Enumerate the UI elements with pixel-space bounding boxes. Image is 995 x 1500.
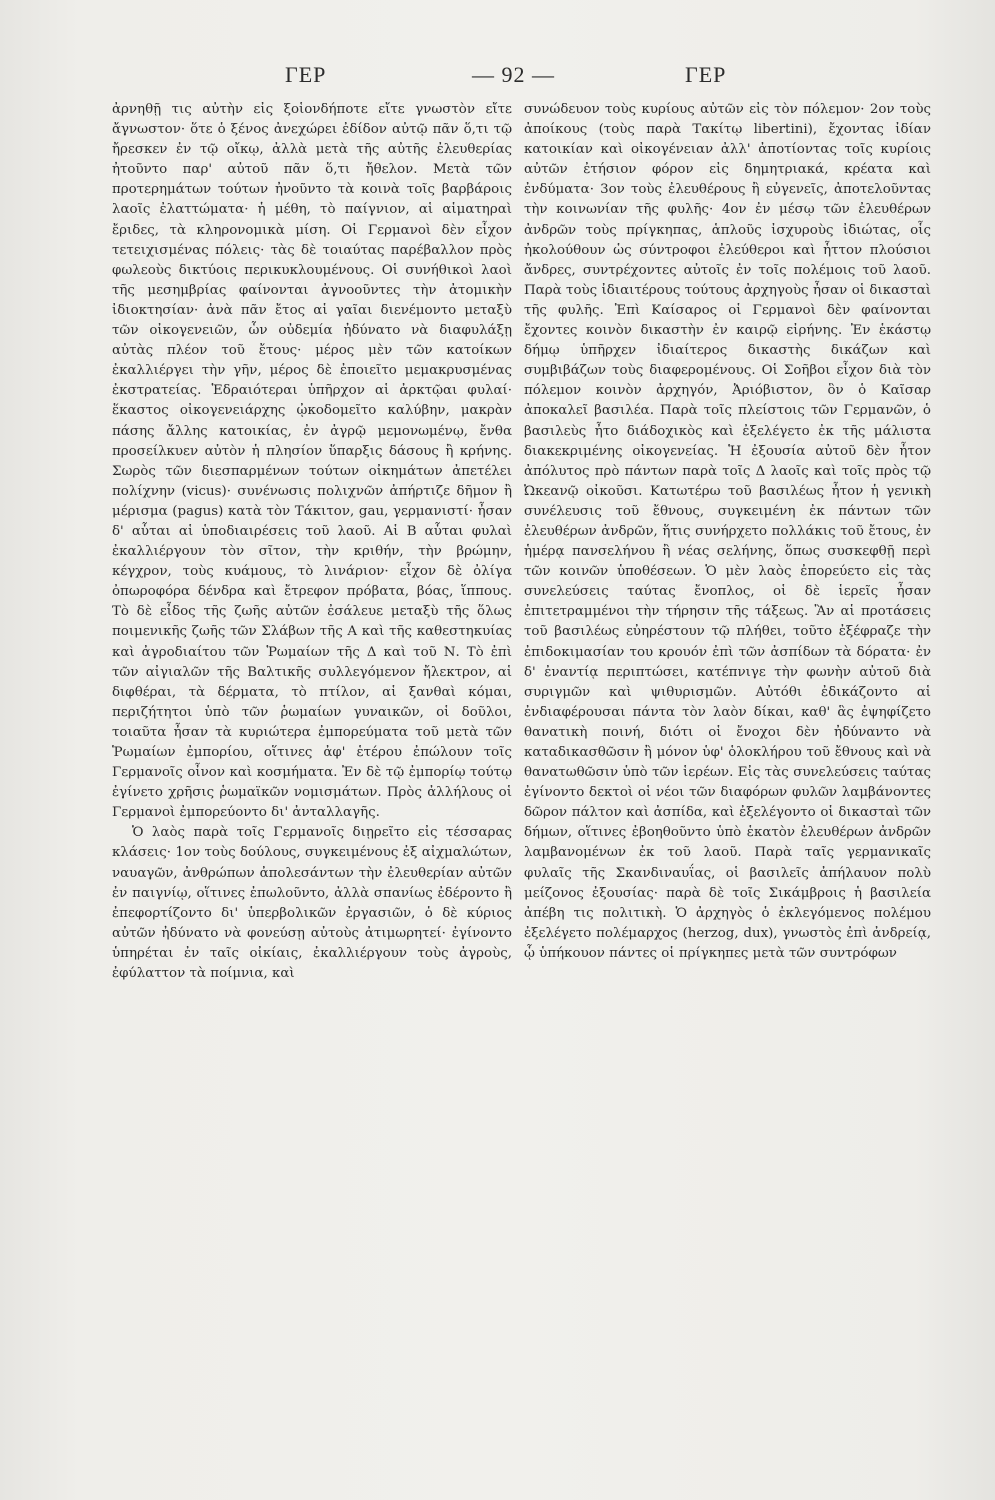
left-paragraph-1: ἀρνηθῇ τις αὐτὴν εἰς ξοἱονδήποτε εἴτε γνωστὸν εἴτε ἄγνωστον· ὅτε ὁ ξένος ἀνεχώρει ἐδίδον αὐτῷ πᾶν ὅ,τι τῷ ἤρεσκεν ἐν τῷ οἴκῳ, ἀλλὰ μετὰ τῆς αὐτῆς ἐλευθερίας ἠτοῦντο παρ' αὐτοῦ πᾶν ὅ,τι ἤθελον. Μετὰ τῶν προτερημάτων τούτων ἠνοῦντο τὰ κοινὰ τοῖς βαρβάροις λαοῖς ἐλαττώματα· ἡ μέθη, τὸ παίγνιον, αἱ αἱματηραὶ ἔριδες, τὰ κληρονομικὰ μίση. Οἱ Γερμανοὶ δὲν εἶχον τετειχισμένας πόλεις· τὰς δὲ τοιαύτας παρέβαλλον πρὸς φωλεοὺς δικτύοις περικυκλουμένους. Οἱ συνήθικοὶ λαοὶ τῆς μεσημβρίας φαίνονται ἀγνοοῦντες τὴν ἀτομικὴν ἰδιοκτησίαν· ἀνὰ πᾶν ἔτος αἱ γαῖαι διενέμοντο μεταξὺ τῶν οἰκογενειῶν, ὧν οὐδεμία ἠδύνατο νὰ διαφυλάξῃ αὐτὰς πλέον τοῦ ἔτους· μέρος μὲν τῶν κατοίκων ἐκαλλιέργει τὴν γῆν, μέρος δὲ ἐποιεῖτο μεμακρυσμένας ἐκστρατείας. Ἑδραιότεραι ὑπῆρχον αἱ ἀρκτῷαι φυλαί· ἕκαστος οἰκογενειάρχης ᾠκοδομεῖτο καλύβην, μακρὰν πάσης ἄλλης κατοικίας, ἐν ἀγρῷ μεμονωμένῳ, ἔνθα προσείλκυεν αὐτὸν ἡ πλησίον ὕπαρξις δάσους ἢ κρήνης. Σωρὸς τῶν διεσπαρμένων τούτων οἰκημάτων ἀπετέλει πολίχνην (vicus)· συνένωσις πολιχνῶν ἀπήρτιζε δῆμον ἢ μέρισμα (pagus) κατὰ τὸν Τάκιτον, gau, γερμανιστί· ἦσαν δ' αὗται αἱ ὑποδιαιρέσεις τοῦ λαοῦ. Αἱ Β αὗται φυλαὶ ἐκαλλιέργουν τὸν σῖτον, τὴν κριθήν, τὴν βρώμην, κέγχρον, τοὺς κυάμους, τὸ λινάριον· εἶχον δὲ ὀλίγα ὀπωροφόρα δένδρα καὶ ἔτρεφον πρόβατα, βόας, ἵππους. Τὸ δὲ εἶδος τῆς ζωῆς αὐτῶν ἐσάλευε μεταξὺ τῆς ὅλως ποιμενικῆς ζωῆς τῶν Σλάβων τῆς Α καὶ τῆς καθεστηκυίας καὶ ἀγροδιαίτου τῶν Ῥωμαίων τῆς Δ καὶ τοῦ Ν. Τὸ ἐπὶ τῶν αἰγιαλῶν τῆς Βαλτικῆς συλλεγόμενον ἤλεκτρον, αἱ διφθέραι, τὰ δέρματα, τὸ πτίλον, αἱ ξανθαὶ κόμαι, περιζήτητοι ὑπὸ τῶν ῥωμαίων γυναικῶν, οἱ δοῦλοι, τοιαῦτα ἦσαν τὰ κυριώτερα ἐμπορεύματα τοῦ μετὰ τῶν Ῥωμαίων ἐμπορίου, οἵτινες ἀφ' ἑτέρου ἐπώλουν τοῖς Γερμανοῖς οἶνον καὶ κοσμήματα. Ἐν δὲ τῷ ἐμπορίῳ τούτῳ ἐγίνετο χρῆσις ῥωμαϊκῶν νομισμάτων. Πρὸς ἀλλήλους οἱ Γερμανοὶ ἐμπορεύοντο δι' ἀνταλλαγῆς. [112,102,512,821]
right-text-column [524,100,931,1480]
header-left-guide-word: ΓΕΡ [285,62,327,87]
left-text-column [112,100,512,1480]
left-paragraph-2: Ὁ λαὸς παρὰ τοῖς Γερμανοῖς διῃρεῖτο εἰς τέσσαρας κλάσεις· 1ον τοὺς δούλους, συγκειμένους ἐξ αἰχμαλώτων, ναυαγῶν, ἀνθρώπων ἀπολεσάντων τὴν ἐλευθερίαν αὐτῶν ἐν παιγνίῳ, οἵτινες ἐπωλοῦντο, ἀλλὰ σπανίως ἐδέροντο ἢ ἐπεφορτίζοντο δι' ὑπερβολικῶν ἐργασιῶν, ὁ δὲ κύριος αὐτῶν ἠδύνατο νὰ φονεύσῃ αὐτοὺς ἀτιμωρητεί· ἐγίνοντο ὑπηρέται ἐν ταῖς οἰκίαις, ἐκαλλιέργουν τοὺς ἀγροὺς, ἐφύλαττον τὰ ποίμνια, καὶ [112,825,512,982]
page-number: — 92 — [472,62,555,87]
page-header [110,62,830,92]
right-paragraph-1: συνώδευον τοὺς κυρίους αὐτῶν εἰς τὸν πόλεμον· 2ον τοὺς ἀποίκους (τοὺς παρὰ Τακίτῳ libertini), ἔχοντας ἰδίαν κατοικίαν καὶ οἰκογένειαν ἀλλ' ἀποτίοντας τοῖς κυρίοις αὐτῶν ἐτήσιον φόρον εἰς δημητριακά, κρέατα καὶ ἐνδύματα· 3ον τοὺς ἐλευθέρους ἢ εὐγενεῖς, ἀποτελοῦντας τὴν κοινωνίαν τῆς φυλῆς· 4ον ἐν μέσῳ τῶν ἐλευθέρων ἀνδρῶν τοὺς πρίγκηπας, ἁπλοῦς ἰσχυροὺς ἰδιώτας, οἷς ἠκολούθουν ὡς σύντροφοι ἐλεύθεροι καὶ ἧττον πλούσιοι ἄνδρες, συντρέχοντες αὐτοῖς ἐν τοῖς πολέμοις τοῦ λαοῦ. Παρὰ τοὺς ἰδιαιτέρους τούτους ἀρχηγοὺς ἦσαν οἱ δικασταὶ τῆς φυλῆς. Ἐπὶ Καίσαρος οἱ Γερμανοὶ δὲν φαίνονται ἔχοντες κοινὸν δικαστὴν ἐν καιρῷ εἰρήνης. Ἐν ἑκάστῳ δήμῳ ὑπῆρχεν ἰδιαίτερος δικαστὴς δικάζων καὶ συμβιβάζων τοὺς διαφερομένους. Οἱ Σοῆβοι εἶχον διὰ τὸν πόλεμον κοινὸν ἀρχηγόν, Ἀριόβιστον, ὃν ὁ Καῖσαρ ἀποκαλεῖ βασιλέα. Παρὰ τοῖς πλείστοις τῶν Γερμανῶν, ὁ βασιλεὺς ἦτο διάδοχικὸς καὶ ἐξελέγετο ἐκ τῆς μάλιστα διακεκριμένης οἰκογενείας. Ἡ ἐξουσία αὐτοῦ δὲν ἦτον ἀπόλυτος πρὸ πάντων παρὰ τοῖς Δ λαοῖς καὶ τοῖς πρὸς τῷ Ὠκεανῷ οἰκοῦσι. Κατωτέρω τοῦ βασιλέως ἦτον ἡ γενικὴ συνέλευσις τοῦ ἔθνους, συγκειμένη ἐκ πάντων τῶν ἐλευθέρων ἀνδρῶν, ἥτις συνήρχετο πολλάκις τοῦ ἔτους, ἐν ἡμέρᾳ πανσελήνου ἢ νέας σελήνης, ὅπως συσκεφθῇ περὶ τῶν κοινῶν ὑποθέσεων. Ὁ μὲν λαὸς ἐπορεύετο εἰς τὰς συνελεύσεις ταύτας ἔνοπλος, οἱ δὲ ἱερεῖς ἦσαν ἐπιτετραμμένοι τὴν τήρησιν τῆς τάξεως. Ἂν αἱ προτάσεις τοῦ βασιλέως εὐηρέστουν τῷ πλήθει, τοῦτο ἐξέφραζε τὴν ἐπιδοκιμασίαν του κρουόν ἐπὶ τῶν ἀσπίδων τὰ δόρατα· ἐν δ' ἐναντίᾳ περιπτώσει, κατέπνιγε τὴν φωνὴν αὐτοῦ διὰ συριγμῶν καὶ ψιθυρισμῶν. Αὐτόθι ἐδικάζοντο αἱ ἐνδιαφέρουσαι πάντα τὸν λαὸν δίκαι, καθ' ἃς ἐψηφίζετο θανατικὴ ποινή, διότι οἱ ἔνοχοι δὲν ἠδύναντο νὰ καταδικασθῶσιν ἢ μόνον ὑφ' ὁλοκλήρου τοῦ ἔθνους καὶ νὰ θανατωθῶσιν ὑπὸ τῶν ἱερέων. Εἰς τὰς συνελεύσεις ταύτας ἐγίνοντο δεκτοὶ οἱ νέοι τῶν διαφόρων φυλῶν λαμβάνοντες δῶρον πάλτον καὶ ἀσπίδα, καὶ ἐξελέγοντο οἱ δικασταὶ τῶν δήμων, οἵτινες ἐβοηθοῦντο ὑπὸ ἑκατὸν ἐλευθέρων ἀνδρῶν λαμβανομένων ἐκ τοῦ λαοῦ. Παρὰ ταῖς γερμανικαῖς φυλαῖς τῆς Σκανδιναυΐας, οἱ βασιλεῖς ἀπήλαυον πολὺ μείζονος ἐξουσίας· παρὰ δὲ τοῖς Σικάμβροις ἡ βασιλεία ἀπέβη τις πολιτικὴ. Ὁ ἀρχηγὸς ὁ ἐκλεγόμενος πολέμου ἐξελέγετο πολέμαρχος (herzog, dux), γνωστὸς ἐπὶ ἀνδρείᾳ, ᾧ ὑπήκουον πάντες οἱ πρίγκηπες μετὰ τῶν συντρόφων [524,102,931,961]
header-right-guide-word: ΓΕΡ [685,62,727,87]
